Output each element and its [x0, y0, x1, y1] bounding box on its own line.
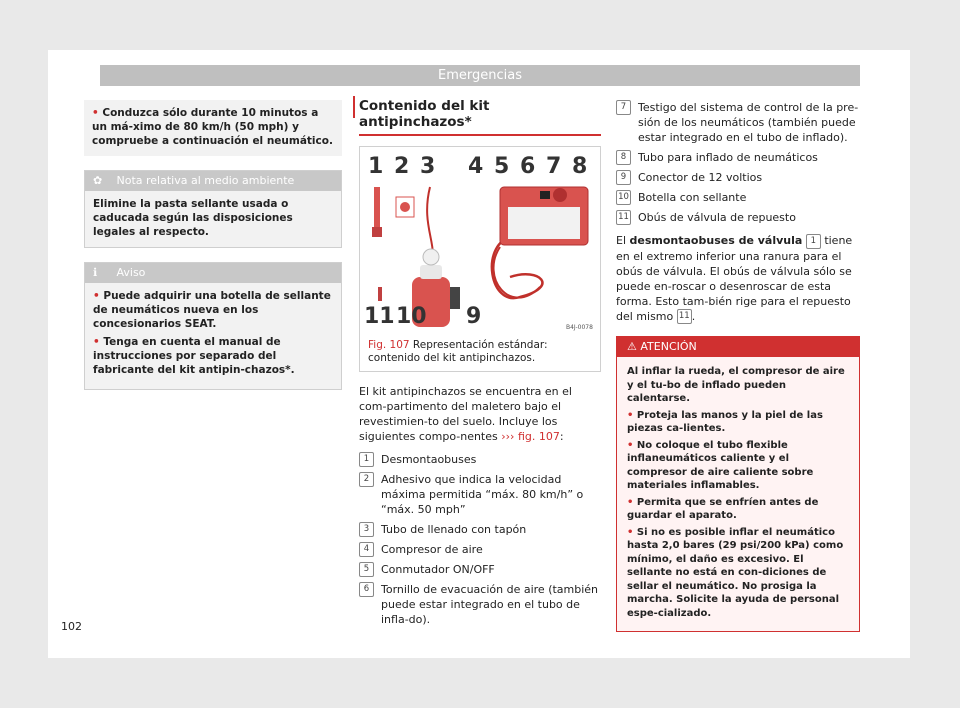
atencion-box	[616, 336, 860, 632]
environment-note-body	[85, 191, 341, 247]
environment-note-title: Nota relativa al medio ambiente	[116, 174, 295, 187]
atencion-lead: Al inflar la rueda, el compresor de aire y el tu-bo de inflado pueden calentarse.	[627, 366, 845, 404]
atencion-bullet: • Si no es posible inflar el neumático hasta 2,0 bares (29 psi/200 kPa) como mínimo, el daño es excesivo. El sellante no está en con-diciones de sellar el neumático. No prosiga la marcha. Solicite la ayuda de personal espe-cializado.	[627, 526, 844, 619]
list-item: 10 Botella con sellante	[616, 190, 860, 205]
list-item: 5 Conmutador ON/OFF	[359, 562, 601, 577]
atencion-body	[617, 357, 859, 631]
environment-icon: ✿	[93, 174, 103, 187]
list-item: 7 Testigo del sistema de control de la pre-sión de los neumáticos (también puede estar integrado en el tubo de inflado).	[616, 100, 860, 145]
aviso-body	[85, 283, 341, 389]
fig-label-1: 1	[368, 154, 384, 179]
fig-label-9: 9	[466, 304, 482, 329]
valve-paragraph: El desmontaobuses de válvula 1 tiene en el extremo inferior una ranura para el obús de válvula. El obús de válvula sólo se puede en-roscar o desenroscar de esta forma. Esto tam-bién rige para el repuesto del mismo 11 .	[616, 234, 853, 323]
environment-note-text: Elimine la pasta sellante usada o caducada según las disposiciones legales al respecto.	[93, 198, 293, 238]
figure-ref: Fig. 107	[368, 339, 410, 351]
fig-label-5: 5	[494, 154, 510, 179]
intro-paragraph: El kit antipinchazos se encuentra en el com-partimento del maletero bajo el revestimien-to del suelo. Incluye los siguientes compo-nentes ››› fig. 107:	[359, 385, 572, 443]
component-list-continued	[616, 100, 860, 225]
atencion-header	[617, 337, 859, 357]
list-item: 9 Conector de 12 voltios	[616, 170, 860, 185]
page-number: 102	[61, 620, 82, 633]
fig-label-7: 7	[546, 154, 562, 179]
info-icon: ℹ	[93, 266, 98, 279]
12v-plug	[450, 287, 460, 309]
component-list	[359, 452, 601, 627]
list-item: 4 Compresor de aire	[359, 542, 601, 557]
fig-label-6: 6	[520, 154, 536, 179]
aviso-title: Aviso	[116, 266, 146, 279]
atencion-bullet: • No coloque el tubo flexible inflaneumáticos caliente y el compresor de aire caliente sobre materiales inflamables.	[627, 439, 814, 491]
page-header: Emergencias	[100, 65, 860, 86]
list-item: 11 Obús de válvula de repuesto	[616, 210, 860, 225]
middle-column	[359, 98, 601, 632]
kit-illustration	[360, 147, 600, 333]
aviso-bullet: • Tenga en cuenta el manual de instrucciones por separado del fabricante del kit antipin-chazos*.	[93, 336, 295, 376]
figure-caption-text: Representación estándar: contenido del kit antipinchazos.	[368, 339, 548, 364]
atencion-title: ATENCIÓN	[640, 340, 697, 353]
left-column	[84, 100, 342, 390]
aviso-header	[85, 263, 341, 283]
right-column	[616, 100, 860, 632]
atencion-bullet: • Proteja las manos y la piel de las piezas ca-lientes.	[627, 409, 823, 434]
list-item: 6 Tornillo de evacuación de aire (también puede estar integrado en el tubo de infla-do).	[359, 582, 601, 627]
figure-image	[360, 147, 600, 333]
environment-note-box	[84, 170, 342, 248]
aviso-bullet: • Puede adquirir una botella de sellante de neumáticos nueva en los concesionarios SEAT.	[93, 290, 331, 330]
warning-continuation-box	[84, 100, 342, 156]
fig-label-10: 10	[396, 304, 427, 329]
fig-link[interactable]: ››› fig. 107	[501, 430, 560, 443]
warning-text: Conduzca sólo durante 10 minutos a un má-ximo de 80 km/h (50 mph) y compruebe a continuación el neumático.	[92, 107, 333, 147]
figure-caption	[360, 333, 600, 371]
figure-code: B4J-0078	[566, 324, 593, 331]
fig-label-11: 11	[364, 304, 395, 329]
list-item: 1 Desmontaobuses	[359, 452, 601, 467]
aviso-box	[84, 262, 342, 390]
bullet-dot: •	[92, 107, 99, 119]
fig-label-4: 4	[468, 154, 484, 179]
list-item: 8 Tubo para inflado de neumáticos	[616, 150, 860, 165]
warning-triangle-icon: ⚠	[627, 340, 637, 353]
list-item: 2 Adhesivo que indica la velocidad máxima permitida “máx. 80 km/h” o “máx. 50 mph”	[359, 472, 601, 517]
fig-label-8: 8	[572, 154, 588, 179]
environment-note-header	[85, 171, 341, 191]
valve-remover	[374, 187, 380, 227]
fig-label-3: 3	[420, 154, 436, 179]
figure-107	[359, 146, 601, 372]
atencion-bullet: • Permita que se enfríen antes de guardar el aparato.	[627, 496, 819, 521]
fig-label-2: 2	[394, 154, 410, 179]
list-item: 3 Tubo de llenado con tapón	[359, 522, 601, 537]
section-title: Contenido del kit antipinchazos*	[359, 98, 601, 136]
